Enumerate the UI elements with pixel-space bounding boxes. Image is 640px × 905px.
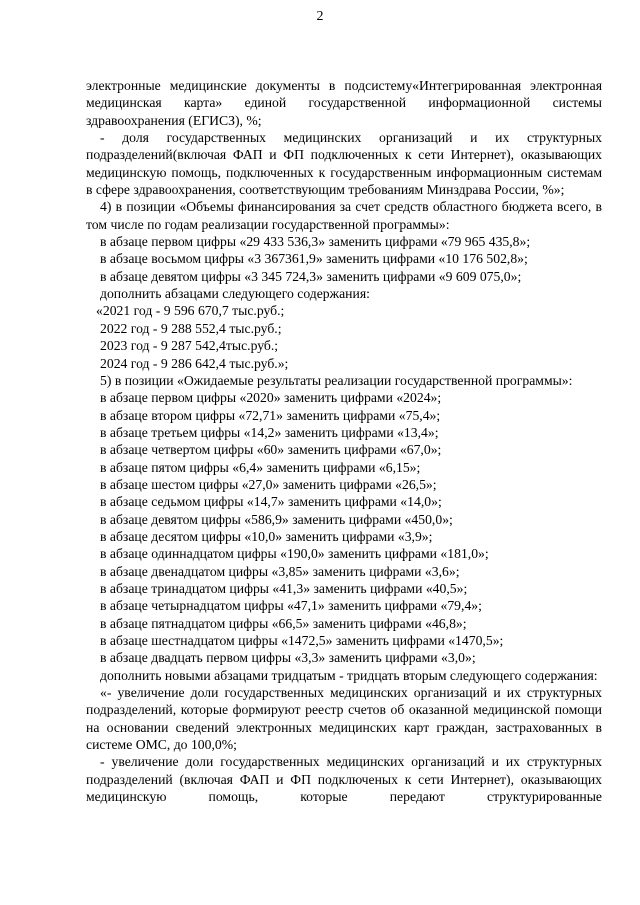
paragraph: 2022 год - 9 288 552,4 тыс.руб.;: [100, 320, 282, 336]
paragraph: в абзаце пятом цифры «6,4» заменить цифрами «6,15»;: [100, 459, 421, 475]
paragraph: дополнить абзацами следующего содержания:: [100, 286, 370, 302]
paragraph: 2024 год - 9 286 642,4 тыс.руб.»;: [100, 355, 289, 371]
paragraph: в абзаце двенадцатом цифры «3,85» заменить цифрами «3,6»;: [100, 563, 460, 579]
paragraph: - доля государственных медицинских организаций и их структурных подразделений(включая ФАП и ФП подключенных к сети Интернет), оказывающих медицинскую помощь, подключенных к государственным информационным системам в сфере здравоохранения, соответствующим требованиям Минздрава России, %»;: [86, 130, 602, 198]
document-body: [86, 77, 602, 805]
paragraph: «- увеличение доли государственных медицинских организаций и их структурных подразделений, которые формируют реестр счетов об оказанной медицинской помощи на основании сведений электронных медицинских карт граждан, застрахованных в системе ОМС, до 100,0%;: [86, 685, 602, 753]
paragraph: в абзаце одиннадцатом цифры «190,0» заменить цифрами «181,0»;: [100, 546, 489, 562]
paragraph: дополнить новыми абзацами тридцатым - тридцать вторым следующего содержания:: [100, 667, 598, 683]
paragraph: электронные медицинские документы в подсистему«Интегрированная электронная медицинская карта» единой государственной информационной системы здравоохранения (ЕГИСЗ), %;: [86, 78, 602, 128]
paragraph: «2021 год - 9 596 670,7 тыс.руб.;: [96, 303, 285, 319]
paragraph: 2023 год - 9 287 542,4тыс.руб.;: [100, 338, 279, 354]
paragraph: в абзаце шестом цифры «27,0» заменить цифрами «26,5»;: [100, 476, 437, 492]
paragraph: в абзаце первом цифры «2020» заменить цифрами «2024»;: [100, 390, 442, 406]
paragraph: в абзаце втором цифры «72,71» заменить цифрами «75,4»;: [100, 407, 441, 423]
paragraph: 5) в позиции «Ожидаемые результаты реализации государственной программы»:: [100, 372, 573, 388]
paragraph: в абзаце девятом цифры «3 345 724,3» заменить цифрами «9 609 075,0»;: [100, 268, 522, 284]
paragraph: в абзаце первом цифры «29 433 536,3» заменить цифрами «79 965 435,8»;: [100, 234, 531, 250]
paragraph: в абзаце шестнадцатом цифры «1472,5» заменить цифрами «1470,5»;: [100, 633, 504, 648]
paragraph: в абзаце десятом цифры «10,0» заменить цифрами «3,9»;: [100, 528, 433, 544]
paragraph: в абзаце четвертом цифры «60» заменить цифрами «67,0»;: [100, 442, 442, 458]
paragraph: в абзаце девятом цифры «586,9» заменить цифрами «450,0»;: [100, 511, 453, 527]
page-number: 2: [316, 9, 324, 24]
paragraph: в абзаце четырнадцатом цифры «47,1» заменить цифрами «79,4»;: [100, 598, 482, 614]
paragraph: в абзаце седьмом цифры «14,7» заменить цифрами «14,0»;: [100, 494, 442, 510]
paragraph: в абзаце двадцать первом цифры «3,3» заменить цифрами «3,0»;: [100, 650, 476, 666]
paragraph: 4) в позиции «Объемы финансирования за счет средств областного бюджета всего, в том числе по годам реализации государственной программы»:: [86, 199, 602, 232]
paragraph: в абзаце пятнадцатом цифры «66,5» заменить цифрами «46,8»;: [100, 615, 467, 631]
paragraph: в абзаце третьем цифры «14,2» заменить цифрами «13,4»;: [100, 424, 439, 440]
paragraph: - увеличение доли государственных медицинских организаций и их структурных подразделений (включая ФАП и ФП подключеных к сети Интернет), оказывающих медицинскую помощь, которые передают структурированные: [86, 754, 602, 805]
paragraph: в абзаце восьмом цифры «3 367361,9» заменить цифрами «10 176 502,8»;: [100, 251, 528, 267]
paragraph: в абзаце тринадцатом цифры «41,3» заменить цифрами «40,5»;: [100, 580, 468, 596]
